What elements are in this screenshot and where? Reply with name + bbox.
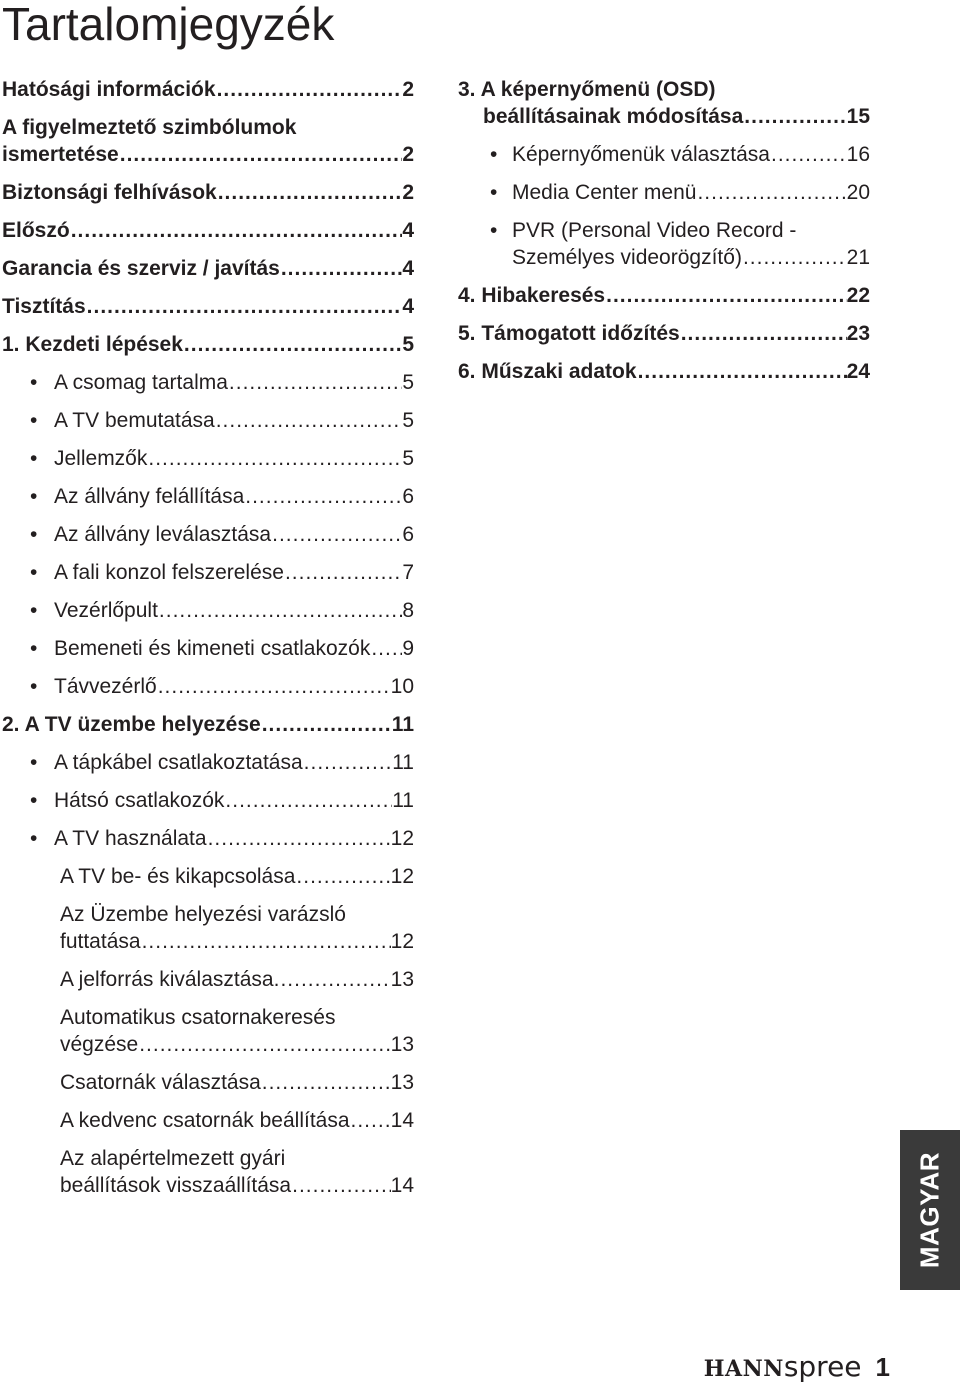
toc-entry — [2, 255, 414, 282]
toc-entry-title: Az Üzembe helyezési varázsló — [60, 903, 346, 926]
toc-entry-title: Előszó — [2, 219, 70, 242]
toc-entry — [2, 1069, 414, 1096]
toc-entry-page: 13 — [390, 1033, 414, 1056]
bullet-icon: • — [30, 523, 38, 546]
toc-entry — [2, 1145, 414, 1199]
toc-entry-page: 12 — [390, 930, 414, 953]
toc-entry-page: 11 — [392, 751, 414, 774]
toc-entry-page: 2 — [402, 143, 414, 166]
toc-entry-title: A figyelmeztető szimbólumok — [2, 116, 297, 139]
toc-entry-page: 8 — [402, 599, 414, 622]
toc-entry-title: Az állvány leválasztása — [54, 523, 272, 546]
toc-entry-page: 5 — [402, 371, 414, 394]
toc-entry-title: 2. A TV üzembe helyezése — [2, 713, 261, 736]
toc-entry-title: A csomag tartalma — [54, 371, 228, 394]
dot-leader — [218, 179, 403, 206]
toc-entry — [2, 966, 414, 993]
dot-leader — [285, 559, 402, 586]
toc-entry — [2, 1004, 414, 1058]
toc-entry — [2, 673, 414, 700]
toc-entry — [458, 76, 870, 130]
toc-entry — [458, 320, 870, 347]
toc-entry — [2, 483, 414, 510]
bullet-icon: • — [30, 751, 38, 774]
toc-entry-title: ismertetése — [2, 143, 119, 166]
bullet-icon: • — [490, 219, 498, 242]
toc-entry — [2, 407, 414, 434]
bullet-icon: • — [30, 675, 38, 698]
toc-entry-page: 4 — [402, 219, 414, 242]
toc-entry-title: A jelforrás kiválasztása. — [60, 968, 280, 991]
dot-leader — [229, 369, 402, 396]
toc-entry-title: A tápkábel csatlakoztatása — [54, 751, 303, 774]
dot-leader — [216, 407, 403, 434]
toc-entry-page: 9 — [402, 637, 414, 660]
toc-entry-page: 10 — [390, 675, 414, 698]
toc-entry-page: 12 — [390, 865, 414, 888]
toc-entry-title: Garancia és szerviz / javítás — [2, 257, 280, 280]
toc-entry — [2, 749, 414, 776]
toc-entry-page: 14 — [390, 1109, 414, 1132]
bullet-icon: • — [490, 181, 498, 204]
toc-entry-title: végzése — [60, 1033, 139, 1056]
bullet-icon: • — [30, 485, 38, 508]
dot-leader — [158, 673, 391, 700]
dot-leader — [262, 711, 392, 738]
dot-leader — [71, 217, 403, 244]
dot-leader — [262, 1069, 391, 1096]
toc-entry-title: 1. Kezdeti lépések — [2, 333, 183, 356]
bullet-icon: • — [30, 599, 38, 622]
toc-entry-title: Automatikus csatornakeresés — [60, 1006, 336, 1029]
dot-leader — [771, 141, 847, 168]
bullet-icon: • — [30, 447, 38, 470]
toc-entry-page: 23 — [846, 322, 870, 345]
toc-entry-page: 16 — [846, 143, 870, 166]
toc-entry-title: 4. Hibakeresés — [458, 284, 606, 307]
toc-entry-page: 6 — [402, 523, 414, 546]
dot-leader — [292, 1172, 391, 1199]
toc-entry — [2, 445, 414, 472]
toc-entry-title: Hatósági információk — [2, 78, 216, 101]
toc-entry-title: Az alapértelmezett gyári — [60, 1147, 286, 1170]
brand-logo-light: spree — [783, 1350, 862, 1383]
toc-entry-title: Személyes videorögzítő) — [512, 246, 742, 269]
dot-leader — [351, 1107, 391, 1134]
toc-entry — [2, 787, 414, 814]
toc-entry-page: 20 — [846, 181, 870, 204]
toc-entry-title: Media Center menü — [512, 181, 697, 204]
toc-entry-title: Vezérlőpult — [54, 599, 158, 622]
toc-entry-page: 5 — [402, 409, 414, 432]
toc-entry-title: Jellemzők — [54, 447, 148, 470]
toc-entry — [2, 1107, 414, 1134]
toc-entry-page: 6 — [402, 485, 414, 508]
language-tab-label: MAGYAR — [914, 1151, 945, 1269]
language-tab — [900, 1130, 960, 1290]
dot-leader — [159, 597, 402, 624]
dot-leader — [371, 635, 402, 662]
toc-entry-title: A fali konzol felszerelése — [54, 561, 284, 584]
toc-entry — [2, 369, 414, 396]
toc-entry-title: Képernyőmenük választása — [512, 143, 770, 166]
toc-entry-page: 11 — [391, 713, 414, 736]
toc-entry — [2, 711, 414, 738]
toc-entry-title: 3. A képernyőmenü (OSD) — [458, 78, 716, 101]
page-title: Tartalomjegyzék — [2, 0, 335, 50]
toc-entry-title: Biztonsági felhívások — [2, 181, 217, 204]
toc-entry-page: 11 — [392, 789, 414, 812]
bullet-icon: • — [30, 789, 38, 812]
toc-entry-title: Az állvány felállítása — [54, 485, 245, 508]
toc-entry-page: 2 — [402, 181, 414, 204]
toc-entry-title: 6. Műszaki adatok — [458, 360, 637, 383]
toc-entry — [2, 179, 414, 206]
toc-entry — [2, 331, 414, 358]
toc-entry-page: 22 — [846, 284, 870, 307]
dot-leader — [142, 928, 391, 955]
toc-entry-page: 4 — [402, 257, 414, 280]
toc-entry — [2, 901, 414, 955]
dot-leader — [697, 179, 846, 206]
toc-entry — [2, 597, 414, 624]
toc-entry-title: PVR (Personal Video Record - — [512, 219, 797, 242]
dot-leader — [87, 293, 403, 320]
dot-leader — [148, 445, 402, 472]
bullet-icon: • — [30, 561, 38, 584]
toc-entry — [2, 521, 414, 548]
toc-entry-page: 21 — [846, 246, 870, 269]
dot-leader — [296, 863, 390, 890]
brand-logo-bold: HANN — [703, 1356, 784, 1382]
dot-leader — [744, 103, 846, 130]
dot-leader — [225, 787, 392, 814]
toc-entry — [2, 217, 414, 244]
toc-entry-page: 7 — [402, 561, 414, 584]
dot-leader — [281, 255, 402, 282]
bullet-icon: • — [490, 143, 498, 166]
toc-entry-title: Csatornák választása — [60, 1071, 261, 1094]
dot-leader — [208, 825, 391, 852]
dot-leader — [638, 358, 847, 385]
dot-leader — [217, 76, 403, 103]
toc-entry-title: A TV használata — [54, 827, 207, 850]
dot-leader — [304, 749, 393, 776]
bullet-icon: • — [30, 409, 38, 432]
toc-entry-page: 4 — [402, 295, 414, 318]
toc-entry-title: beállításainak módosítása — [483, 105, 744, 128]
toc-entry — [2, 825, 414, 852]
bullet-icon: • — [30, 371, 38, 394]
toc-entry-page: 13 — [390, 1071, 414, 1094]
dot-leader — [743, 244, 847, 271]
toc-entry-page: 12 — [390, 827, 414, 850]
toc-entry-title: futtatása — [60, 930, 141, 953]
toc-entry — [2, 863, 414, 890]
toc-entry — [2, 114, 414, 168]
toc-entry-page: 14 — [390, 1174, 414, 1197]
toc-entry — [2, 559, 414, 586]
page-number: 1 — [875, 1352, 890, 1382]
toc-entry-page: 15 — [846, 105, 870, 128]
toc-entry — [2, 293, 414, 320]
dot-leader — [184, 331, 402, 358]
toc-entry-title: Távvezérlő — [54, 675, 157, 698]
dot-leader — [606, 282, 847, 309]
bullet-icon: • — [30, 827, 38, 850]
toc-entry — [2, 76, 414, 103]
dot-leader — [280, 966, 390, 993]
dot-leader — [681, 320, 847, 347]
toc-entry-page: 5 — [402, 447, 414, 470]
page-footer — [704, 1350, 890, 1383]
dot-leader — [139, 1031, 390, 1058]
bullet-icon: • — [30, 637, 38, 660]
dot-leader — [120, 141, 403, 168]
toc-entry — [458, 179, 870, 206]
dot-leader — [272, 521, 402, 548]
toc-entry — [2, 635, 414, 662]
toc-entry — [458, 282, 870, 309]
toc-entry — [458, 141, 870, 168]
toc-entry-title: Tisztítás — [2, 295, 86, 318]
toc-entry-title: Hátsó csatlakozók — [54, 789, 225, 812]
toc-entry-title: A TV be- és kikapcsolása — [60, 865, 296, 888]
toc-right-column — [458, 76, 870, 385]
toc-entry — [458, 358, 870, 385]
toc-entry-page: 2 — [402, 78, 414, 101]
toc-entry-title: A TV bemutatása — [54, 409, 215, 432]
toc-entry-page: 24 — [846, 360, 870, 383]
toc-entry-page: 5 — [402, 333, 414, 356]
toc-left-column — [2, 76, 414, 1199]
toc-entry-title: Bemeneti és kimeneti csatlakozók — [54, 637, 371, 660]
toc-entry-page: 13 — [390, 968, 414, 991]
toc-entry-title: 5. Támogatott időzítés — [458, 322, 680, 345]
dot-leader — [245, 483, 402, 510]
toc-entry-title: A kedvenc csatornák beállítása — [60, 1109, 350, 1132]
toc-entry — [458, 217, 870, 271]
toc-entry-title: beállítások visszaállítása — [60, 1174, 292, 1197]
